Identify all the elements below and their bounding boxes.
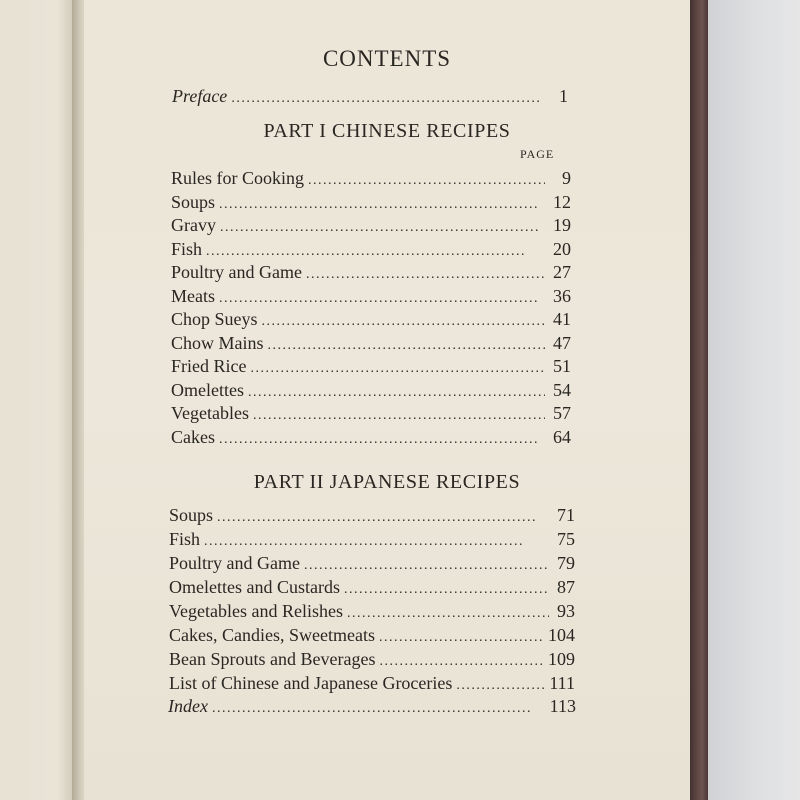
entry-label: List of Chinese and Japanese Groceries bbox=[169, 673, 453, 693]
entry-label: Meats bbox=[171, 285, 215, 306]
entry-label: Fried Rice bbox=[171, 356, 247, 376]
entry-label: Gravy bbox=[171, 215, 216, 235]
leader-dots bbox=[379, 654, 544, 670]
entry-label: Fish bbox=[169, 529, 201, 549]
entry-page: 75 bbox=[557, 529, 575, 549]
entry-page: 41 bbox=[553, 309, 571, 329]
toc-entry bbox=[169, 529, 575, 553]
entry-page: 104 bbox=[548, 625, 575, 645]
entry-page: 79 bbox=[557, 553, 575, 573]
part-heading: PART I CHINESE RECIPES bbox=[263, 120, 511, 142]
toc-entry bbox=[171, 380, 571, 404]
toc-entry bbox=[171, 403, 571, 427]
entry-label: Rules for Cooking bbox=[171, 168, 304, 188]
entry-page: 113 bbox=[549, 696, 576, 716]
entry-page: 9 bbox=[562, 168, 571, 188]
entry-label: Cakes, Candies, Sweetmeats bbox=[169, 625, 375, 645]
toc-entry bbox=[171, 427, 571, 451]
leader-dots bbox=[250, 361, 545, 377]
leader-dots bbox=[379, 630, 544, 646]
toc-entry bbox=[169, 505, 575, 529]
entry-page: 54 bbox=[553, 379, 571, 400]
leader-dots bbox=[217, 510, 549, 526]
entry-label: Preface bbox=[172, 86, 228, 106]
leader-dots bbox=[456, 678, 545, 694]
entry-page: 109 bbox=[548, 649, 575, 669]
leader-dots bbox=[347, 606, 549, 622]
toc-entry-index bbox=[168, 696, 576, 720]
toc-entry bbox=[171, 215, 571, 239]
entry-label: Soups bbox=[169, 505, 214, 525]
entry-page: 27 bbox=[553, 262, 571, 282]
entry-page: 71 bbox=[557, 505, 575, 525]
entry-page: 111 bbox=[549, 673, 575, 693]
entry-label: Chop Sueys bbox=[171, 309, 258, 329]
entry-label: Vegetables bbox=[171, 403, 249, 423]
entry-page: 57 bbox=[553, 403, 571, 423]
toc-entry bbox=[169, 601, 575, 625]
leader-dots bbox=[304, 558, 549, 574]
toc-entry bbox=[171, 309, 571, 333]
part-heading: PART II JAPANESE RECIPES bbox=[253, 471, 521, 493]
entry-label: Bean Sprouts and Beverages bbox=[169, 649, 376, 669]
leader-dots bbox=[248, 385, 545, 401]
entry-page: 36 bbox=[553, 285, 571, 306]
leader-dots bbox=[206, 244, 545, 260]
entry-page: 19 bbox=[553, 215, 571, 235]
entry-page: 93 bbox=[557, 601, 575, 621]
leader-dots bbox=[308, 173, 545, 189]
toc-entry bbox=[169, 625, 575, 649]
toc-entry bbox=[171, 333, 571, 357]
leader-dots bbox=[231, 91, 542, 107]
toc-entry bbox=[171, 262, 571, 286]
toc-entry bbox=[169, 553, 575, 577]
leader-dots bbox=[306, 267, 545, 283]
leader-dots bbox=[268, 338, 545, 354]
leader-dots bbox=[344, 582, 549, 598]
entry-label: Vegetables and Relishes bbox=[169, 601, 343, 621]
entry-label: Index bbox=[168, 696, 208, 716]
entry-label: Fish bbox=[171, 238, 203, 259]
toc-entry bbox=[171, 168, 571, 192]
leader-dots bbox=[219, 432, 545, 448]
entry-label: Omelettes and Custards bbox=[169, 577, 340, 597]
leader-dots bbox=[220, 220, 545, 236]
leader-dots bbox=[219, 291, 545, 307]
leader-dots bbox=[219, 197, 545, 213]
entry-page: 51 bbox=[553, 356, 571, 376]
toc-entry bbox=[171, 239, 571, 263]
entry-label: Poultry and Game bbox=[171, 262, 302, 282]
leader-dots bbox=[262, 314, 545, 330]
entry-page: 1 bbox=[559, 86, 568, 106]
entry-label: Omelettes bbox=[171, 379, 244, 400]
entry-label: Cakes bbox=[171, 426, 215, 447]
leader-dots bbox=[253, 408, 545, 424]
toc-entry bbox=[169, 577, 575, 601]
entry-label: Chow Mains bbox=[171, 332, 264, 353]
page-title: CONTENTS bbox=[322, 46, 452, 71]
toc-entry bbox=[171, 356, 571, 380]
entry-page: 64 bbox=[553, 426, 571, 447]
toc-entry bbox=[171, 286, 571, 310]
toc-entry bbox=[169, 649, 575, 673]
leader-dots bbox=[212, 701, 546, 717]
page-column-label: PAGE bbox=[520, 147, 555, 161]
toc-entry bbox=[171, 192, 571, 216]
entry-page: 47 bbox=[553, 332, 571, 353]
entry-label: Poultry and Game bbox=[169, 553, 300, 573]
entry-page: 20 bbox=[553, 238, 571, 259]
toc-entry-preface bbox=[172, 86, 568, 110]
entry-page: 87 bbox=[557, 577, 575, 597]
entry-page: 12 bbox=[553, 191, 571, 212]
toc-entry bbox=[169, 673, 575, 697]
leader-dots bbox=[204, 534, 549, 550]
entry-label: Soups bbox=[171, 191, 216, 212]
